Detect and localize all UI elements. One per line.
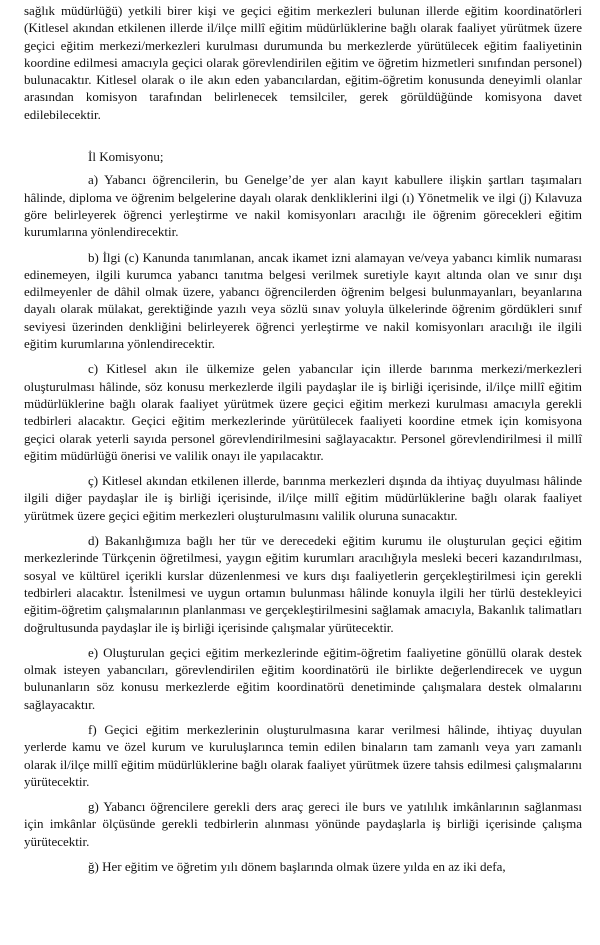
intro-paragraph: sağlık müdürlüğü) yetkili birer kişi ve geçici eğitim merkezleri bulunan illerde eğitim koordinatörleri (Kitlesel akından etkilenen illerde il/ilçe millî eğitim müdürlüklerine bağlı olarak faaliyet yürütmek üzere geçici eğitim merkezi/merkezleri kurulması durumunda bu merkezlerde yürütülecek eğitim faaliyetinin koordine edilmesi amacıyla geçici olarak görevlendirilen eğitim ve öğretim hizmetleri sınıfından personel) bulunacaktır. Kitlesel olarak o ile akın eden yabancılardan, eğitim-öğretim konusunda deneyimli olanlar arasından komisyon tarafından belirlenecek temsilciler, gerek görüldüğünde komisyona davet edilebilecektir. bbox=[24, 3, 582, 122]
list-item-g: g) Yabancı öğrencilere gerekli ders araç gereci ile burs ve yatılılık imkânlarının sağlanması için imkânlar ölçüsünde gerekli tedbirlerin alınması yönünde paydaşlarla iş birliği içerisinde çalışma yürütecektir. bbox=[24, 799, 582, 849]
section-heading: İl Komisyonu; bbox=[88, 149, 164, 165]
list-item-e: e) Oluşturulan geçici eğitim merkezlerinde eğitim-öğretim faaliyetine gönüllü olarak destek olmak isteyen yabancıları, görevlendirilen eğitim koordinatörü ile birlikte değerlendirecek ve uygun bulunanların söz konusu merkezlerde eğitim koordinatörü denetiminde çalışmalara destek olmalarını sağlayacaktır. bbox=[24, 644, 582, 712]
list-item-d: d) Bakanlığımıza bağlı her tür ve derecedeki eğitim kurumu ile oluşturulan geçici eğitim merkezlerinde Türkçenin öğretilmesi, yaygın eğitim kurumları aracılığıyla mesleki beceri kazandırılması, sosyal ve kültürel içerikli kurslar düzenlenmesi ve kurs dışı faaliyetlerin gerçekleştirilmesi için gerekli tedbirleri alacaktır. İstenilmesi ve uygun ortamın bulunması hâlinde konuyla ilgili her türlü destekleyici eğitim-öğretim çalışmalarının planlanması ve gerçekleştirilmesini sağlamak amacıyla, Bakanlık talimatları doğrultusunda paydaşlar ile iş birliği içerisinde çalışmalar yürütecektir. bbox=[24, 533, 582, 635]
list-item-g-breve: ğ) Her eğitim ve öğretim yılı dönem başlarında olmak üzere yılda en az iki defa, bbox=[88, 859, 506, 875]
list-item-c: c) Kitlesel akın ile ülkemize gelen yabancılar için illerde barınma merkezi/merkezleri oluşturulması hâlinde, söz konusu merkezlerde ilgili paydaşlar ile iş birliği içerisinde, il/ilçe millî eğitim müdürlüklerine bağlı olarak faaliyet yürütmek üzere geçici eğitim merkezi kurulması amacıyla gerekli tedbirleri alacaktır. Geçici eğitim merkezlerinde yürütülecek faaliyeti koordine etmek için komisyona geçici olarak yeterli sayıda personel görevlendirilmesini sağlayacaktır. Personel görevlendirilmesi il millî eğitim müdürlüğü önerisi ve valilik onayı ile yapılacaktır. bbox=[24, 361, 582, 463]
list-item-b: b) İlgi (c) Kanunda tanımlanan, ancak ikamet izni alamayan ve/veya yabancı kimlik numarası edinemeyen, ilgili kurumca yabancı tanıtma belgesi verilmek suretiyle kayıt altında olan ve sınır dışı edilmeyenler de dâhil olmak üzere, yabancı öğrencilerden öğrenim belgesi bulunmayanları, beyanlarına dayalı olarak mülakat, gerektiğinde yazılı veya sözlü sınav yoluyla ülkelerinde öğrenim gördükleri sınıf seviyesi üzerinden denkliğini belirleyerek öğrenci yerleştirme ve nakil komisyonları aracılığı ile ilgili eğitim kurumlarına yönlendirecektir. bbox=[24, 249, 582, 352]
list-item-a: a) Yabancı öğrencilerin, bu Genelge’de yer alan kayıt kabullere ilişkin şartları taşımaları hâlinde, diploma ve öğrenim belgelerine dayalı olarak denkliklerini ilgi (ı) Yönetmelik ve ilgi (j) Kılavuza göre belirleyerek öğrenci yerleştirme ve nakil komisyonları aracılığı ile öğrenim görecekleri eğitim kurumlarına yönlendirecektir. bbox=[24, 172, 582, 240]
list-item-c-cedilla: ç) Kitlesel akından etkilenen illerde, barınma merkezleri dışında da ihtiyaç duyulması hâlinde ilgili diğer paydaşlar ile iş birliği içerisinde, il/ilçe millî eğitim müdürlüklerine bağlı olarak faaliyet yürütmek üzere geçici eğitim merkezleri oluşturulmasını valilik oluruna sunacaktır. bbox=[24, 473, 582, 523]
list-item-f: f) Geçici eğitim merkezlerinin oluşturulmasına karar verilmesi hâlinde, ihtiyaç duyulan yerlerde kamu ve özel kurum ve kuruluşlarınca temin edilen binaların tam zamanlı veya yarı zamanlı olarak il/ilçe millî eğitim müdürlüklerine bağlı olarak faaliyet yürütmek üzere tahsis edilmesi çalışmalarını yürütecektir. bbox=[24, 721, 582, 789]
